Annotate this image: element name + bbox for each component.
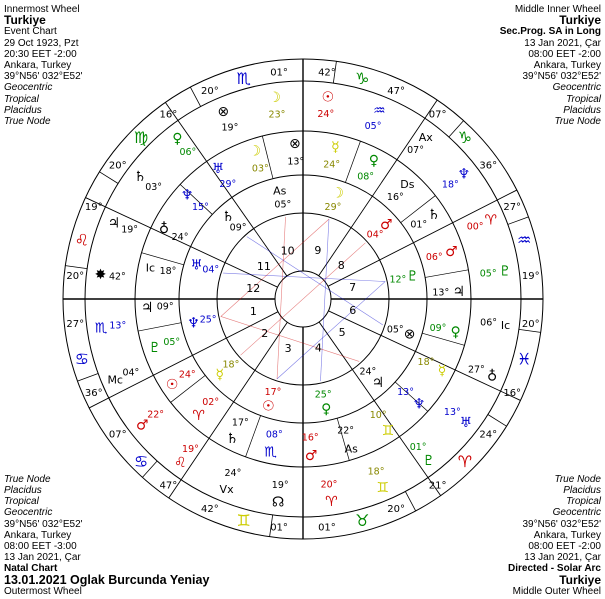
sign-degree: 01° <box>270 522 288 534</box>
setting: Geocentric <box>4 507 53 519</box>
inner-planet-glyph: ♂ <box>379 217 393 234</box>
middle-planet-glyph: ♄ <box>427 207 441 224</box>
outer-planet-glyph: ♌ <box>173 454 187 471</box>
setting: Tropical <box>566 496 601 508</box>
house-number: 4 <box>314 341 322 355</box>
chart-type: Natal Chart <box>4 563 58 575</box>
outer-planet-degree: 19° <box>121 224 139 236</box>
middle-inner-wheel-info <box>500 4 601 127</box>
sign-degree: 24° <box>479 429 498 441</box>
outer-planet-degree: 19° <box>221 122 239 134</box>
middle-planet-degree: 24° <box>178 369 196 381</box>
house-number: 12 <box>246 281 261 295</box>
middle-planet-degree: 13° <box>287 156 305 168</box>
middle-planet-degree: 05° <box>163 337 181 349</box>
zodiac-cusp-line <box>99 172 118 184</box>
sign-degree: 36° <box>479 160 498 172</box>
aspect-line <box>223 273 385 281</box>
outer-planet-glyph: ♏ <box>94 320 108 337</box>
middle-planet-glyph: As <box>344 442 358 456</box>
zodiac-cusp-line <box>488 415 507 427</box>
outer-planet-glyph: ♈ <box>325 494 338 511</box>
house-number: 2 <box>261 326 269 340</box>
middle-planet-glyph: ♂ <box>304 447 318 464</box>
middle-planet-degree: 24° <box>323 159 341 171</box>
house-number: 9 <box>314 244 322 258</box>
capricorn-icon-2: ♑ <box>355 68 370 88</box>
outer-planet-degree: 05° <box>364 121 382 133</box>
middle-planet-glyph: ♂ <box>445 243 458 260</box>
sign-degree: 47° <box>387 85 406 97</box>
middle-planet-glyph: ♁ <box>158 221 170 238</box>
middle-planet-degree: 16° <box>386 191 404 203</box>
middle-planet-degree: 10° <box>369 410 387 422</box>
scorpio-icon: ♏ <box>236 68 251 88</box>
chart-name: Turkiye <box>559 13 601 28</box>
middle-planet-degree: 22° <box>337 425 355 437</box>
outer-planet-glyph: ☉ <box>321 89 335 106</box>
zodiac-cusp-line <box>508 217 529 225</box>
middle-planet-glyph: ☉ <box>165 376 179 393</box>
house-number: 5 <box>338 325 346 339</box>
middle-cusp-line <box>138 323 181 331</box>
aquarius-icon: ♒ <box>517 230 532 250</box>
sign-degree: 07° <box>108 429 127 441</box>
outer-planet-degree: 23° <box>268 109 286 121</box>
chart-place: Ankara, Turkey <box>533 529 601 541</box>
inner-planet-degree: 04° <box>366 229 384 241</box>
inner-planet-glyph: ☉ <box>262 398 275 415</box>
outer-planet-glyph: ♒ <box>373 102 386 119</box>
outer-planet-degree: 04° <box>122 367 140 379</box>
outer-planet-degree: 06° <box>480 317 498 329</box>
middle-planet-glyph: ♊ <box>381 422 395 439</box>
sign-degree: 42° <box>318 67 336 79</box>
setting: Placidus <box>4 104 42 116</box>
chart-time: 08:00 EET -2:00 <box>528 48 601 60</box>
outer-planet-glyph: ☽ <box>268 89 281 106</box>
inner-planet-glyph: As <box>273 184 287 198</box>
chart-time: 20:30 EET -2:00 <box>4 48 77 60</box>
outer-planet-degree: 13° <box>109 320 127 332</box>
chart-date: 13 Jan 2021, Çar <box>4 552 81 564</box>
sign-degree: 19° <box>521 271 540 283</box>
sign-degree: 20° <box>200 85 219 97</box>
outer-planet-degree: 19° <box>271 480 289 492</box>
middle-planet-degree: 17° <box>231 417 249 429</box>
outer-planet-degree: 42° <box>108 271 126 283</box>
sign-degree: 19° <box>84 201 103 213</box>
sign-degree: 07° <box>428 109 447 121</box>
outer-planet-degree: 07° <box>407 145 424 157</box>
middle-planet-glyph: ♀ <box>450 324 461 341</box>
middle-planet-degree: 18° <box>417 357 435 369</box>
inner-planet-glyph: ☽ <box>331 185 344 202</box>
inner-planet-degree: 18° <box>222 359 240 371</box>
setting: True Node <box>554 473 601 485</box>
sign-degree: 01° <box>270 67 288 79</box>
inner-planet-glyph: ♃ <box>371 375 385 392</box>
zodiac-cusp-line <box>405 491 415 510</box>
middle-planet-glyph: ♏ <box>264 444 277 461</box>
wheel-name: Outermost Wheel <box>4 585 82 597</box>
inner-planet-degree: 24° <box>359 366 377 378</box>
sign-degree: 20° <box>521 318 540 330</box>
pisces-icon: ♓ <box>517 349 532 369</box>
outer-planet-degree: 24° <box>224 467 242 479</box>
setting: Geocentric <box>552 82 601 94</box>
sign-degree: 16° <box>503 388 522 400</box>
middle-planet-glyph: ⊗ <box>288 136 301 153</box>
sign-degree: 20° <box>108 160 127 172</box>
middle-planet-degree: 01° <box>410 219 428 231</box>
house-number: 6 <box>349 304 357 318</box>
outer-planet-degree: 06° <box>179 147 197 159</box>
inner-planet-degree: 04° <box>202 264 220 276</box>
chart-name: Turkiye <box>4 13 46 28</box>
inner-planet-degree: 05° <box>386 324 404 336</box>
sign-degree: 36° <box>84 388 103 400</box>
middle-planet-degree: 13° <box>432 287 450 299</box>
cancer-icon-2: ♋ <box>133 451 149 471</box>
outer-planet-glyph: ♇ <box>422 452 435 469</box>
aries-icon: ♈ <box>457 451 473 471</box>
outer-planet-degree: 18° <box>441 179 459 191</box>
middle-planet-degree: 09° <box>156 301 174 313</box>
setting: Geocentric <box>552 507 601 519</box>
middle-planet-degree: 24° <box>171 231 189 243</box>
sign-degree: 21° <box>428 480 447 492</box>
innermost-wheel-info <box>4 4 83 127</box>
chart-name: 13.01.2021 Oglak Burcunda Yeniay <box>4 572 210 587</box>
outer-planet-glyph: ✸ <box>94 267 107 284</box>
chart-place: Ankara, Turkey <box>4 529 72 541</box>
setting: Placidus <box>563 104 601 116</box>
zodiac-cusp-line <box>190 87 200 106</box>
chart-coords: 39°N56' 032°E52' <box>4 518 83 530</box>
inner-planet-degree: 29° <box>324 202 342 214</box>
zodiac-cusp-line <box>77 374 98 382</box>
middle-planet-degree: 29° <box>219 178 237 190</box>
setting: Tropical <box>4 93 39 105</box>
middle-planet-degree: 09° <box>429 323 447 335</box>
chart-type: Event Chart <box>4 26 57 38</box>
middle-planet-glyph: ♆ <box>412 396 426 413</box>
outer-planet-glyph: Ic <box>500 318 511 332</box>
outer-planet-degree: 20° <box>320 479 338 491</box>
middle-outer-wheel-info <box>508 474 601 597</box>
inner-planet-glyph: ⊗ <box>403 326 416 343</box>
middle-planet-glyph: Ds <box>400 178 415 192</box>
outer-planet-degree: 03° <box>145 181 163 193</box>
inner-planet-glyph: ♅ <box>190 257 203 274</box>
wheel-name: Innermost Wheel <box>4 4 80 15</box>
gemini-icon: ♊ <box>236 511 251 531</box>
chart-type: Directed - Solar Arc <box>508 563 601 575</box>
chart-coords: 39°N56' 032°E52' <box>522 71 601 83</box>
inner-planet-glyph: ☿ <box>215 366 225 383</box>
aspect-line <box>320 219 328 381</box>
house-number: 3 <box>284 341 292 355</box>
middle-planet-glyph: ♅ <box>211 161 225 178</box>
outer-planet-degree: 19° <box>182 443 199 455</box>
outer-planet-glyph: ♇ <box>498 263 512 280</box>
sign-degree: 27° <box>66 318 85 330</box>
chart-place: Ankara, Turkey <box>533 60 601 72</box>
sign-degree: 27° <box>503 201 522 213</box>
sign-degree: 01° <box>318 522 336 534</box>
inner-planet-degree: 09° <box>229 222 247 234</box>
chart-time: 08:00 EET -3:00 <box>4 540 77 552</box>
inner-planet-degree: 25° <box>199 314 217 326</box>
outer-planet-glyph: ☊ <box>271 494 285 511</box>
house-number: 10 <box>280 244 295 258</box>
middle-planet-glyph: ♆ <box>180 187 194 204</box>
inner-planet-degree: 05° <box>274 199 292 211</box>
house-number: 7 <box>349 281 357 295</box>
sign-degree: 20° <box>387 504 406 516</box>
inner-planet-glyph: ♄ <box>221 208 235 225</box>
inner-planet-glyph: ♀ <box>321 401 332 418</box>
outer-planet-degree: 01° <box>409 441 427 453</box>
middle-planet-degree: 16° <box>301 432 319 444</box>
middle-planet-degree: 03° <box>251 163 269 175</box>
wheel-name: Middle Outer Wheel <box>512 585 601 597</box>
outer-planet-glyph: Ax <box>418 131 433 145</box>
virgo-icon: ♍ <box>133 128 149 148</box>
chart-name: Turkiye <box>559 572 601 587</box>
middle-planet-glyph: ♀ <box>368 153 379 170</box>
setting: Placidus <box>4 484 42 496</box>
outer-planet-degree: 27° <box>467 364 485 376</box>
cancer-icon: ♋ <box>74 349 89 369</box>
house-number: 8 <box>337 259 345 273</box>
outer-planet-glyph: ♂ <box>135 417 149 434</box>
sign-degree: 42° <box>200 504 219 516</box>
middle-planet-glyph: ♄ <box>225 430 239 447</box>
outer-planet-glyph: ♃ <box>107 215 121 232</box>
outer-planet-glyph: ♄ <box>133 169 147 186</box>
inner-planet-glyph: ♇ <box>406 268 419 285</box>
middle-planet-glyph: ♈ <box>192 407 205 424</box>
middle-planet-glyph: ☿ <box>331 139 340 156</box>
outer-planet-degree: 18° <box>367 466 385 478</box>
middle-planet-glyph: ☽ <box>248 143 262 160</box>
outer-planet-glyph: Mc <box>107 373 123 387</box>
outer-planet-glyph: ♀ <box>172 131 183 148</box>
setting: Tropical <box>4 496 39 508</box>
middle-planet-degree: 18° <box>159 265 177 277</box>
sign-degree: 20° <box>66 271 85 283</box>
middle-planet-glyph: ♃ <box>452 283 466 300</box>
house-number: 1 <box>249 304 257 318</box>
outer-planet-glyph: ♆ <box>457 166 471 183</box>
outer-planet-degree: 22° <box>147 409 165 421</box>
chart-type: Sec.Prog. SA in Long <box>499 26 601 38</box>
outer-planet-degree: 00° <box>466 221 484 233</box>
taurus-icon: ♉ <box>355 511 370 531</box>
outer-planet-degree: 13° <box>443 407 461 419</box>
sign-degree: 47° <box>159 480 178 492</box>
inner-planet-degree: 25° <box>314 389 332 401</box>
setting: Geocentric <box>4 82 53 94</box>
outer-planet-glyph: ♊ <box>376 479 389 496</box>
chart-place: Ankara, Turkey <box>4 60 72 72</box>
chart-time: 08:00 EET -2:00 <box>528 540 601 552</box>
middle-planet-glyph: ☿ <box>437 362 447 379</box>
sign-degree: 16° <box>159 109 178 121</box>
chart-coords: 39°N56' 032°E52' <box>522 518 601 530</box>
outer-planet-glyph: ♈ <box>484 212 498 229</box>
middle-planet-glyph: ♇ <box>148 340 161 357</box>
house-number: 11 <box>256 260 271 274</box>
outer-planet-glyph: ♅ <box>459 414 473 431</box>
middle-planet-degree: 15° <box>192 202 209 214</box>
capricorn-icon: ♑ <box>457 128 473 148</box>
middle-planet-degree: 13° <box>397 386 414 398</box>
setting: True Node <box>4 116 51 128</box>
middle-planet-degree: 08° <box>265 429 283 441</box>
outer-planet-glyph: Vx <box>219 483 234 497</box>
middle-planet-degree: 08° <box>357 171 375 183</box>
middle-planet-glyph: ♃ <box>140 300 154 317</box>
leo-icon: ♌ <box>74 230 89 250</box>
outer-planet-degree: 05° <box>479 268 497 280</box>
outer-planet-glyph: ⊗ <box>217 104 230 121</box>
inner-planet-degree: 12° <box>389 274 407 286</box>
middle-planet-degree: 02° <box>202 397 220 409</box>
outermost-wheel-info <box>4 474 209 597</box>
setting: True Node <box>554 116 601 128</box>
inner-planet-degree: 17° <box>264 386 282 398</box>
setting: Placidus <box>563 484 601 496</box>
setting: Tropical <box>566 93 601 105</box>
setting: True Node <box>4 473 51 485</box>
chart-coords: 39°N56' 032°E52' <box>4 71 83 83</box>
chart-date: 29 Oct 1923, Pzt <box>4 37 79 49</box>
wheel-name: Middle Inner Wheel <box>514 4 601 15</box>
chart-date: 13 Jan 2021, Çar <box>524 552 601 564</box>
middle-cusp-line <box>425 270 468 278</box>
middle-planet-degree: 06° <box>425 251 443 263</box>
outer-planet-glyph: ♁ <box>487 368 498 385</box>
middle-planet-glyph: Ic <box>145 261 156 275</box>
inner-planet-glyph: ♆ <box>187 315 200 332</box>
outer-planet-degree: 24° <box>317 108 335 120</box>
chart-date: 13 Jan 2021, Çar <box>524 37 601 49</box>
zodiac-cusp-line <box>65 266 87 269</box>
